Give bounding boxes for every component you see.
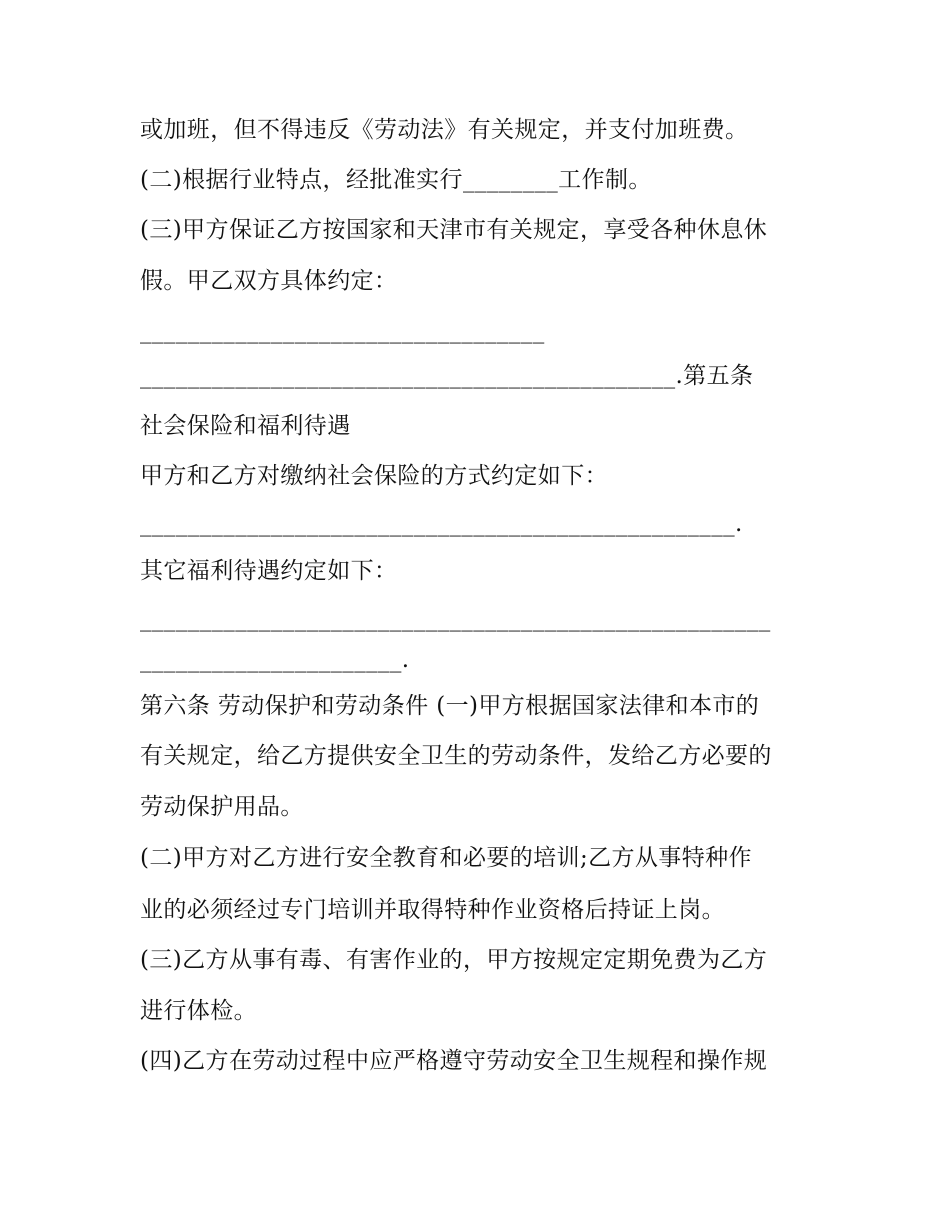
text-line-safety-conditions: 有关规定，给乙方提供安全卫生的劳动条件，发给乙方必要的	[140, 743, 772, 769]
text-line-safety-training: (二)甲方对乙方进行安全教育和必要的培训;乙方从事特种作	[140, 845, 752, 871]
text-line-insurance-method: 甲方和乙方对缴纳社会保险的方式约定如下：	[140, 463, 608, 489]
blank-line-welfare-1: _____________________________________________________	[140, 606, 771, 632]
text-line-social-insurance-title: 社会保险和福利待遇	[140, 413, 351, 439]
text-line-hazardous-work: (三)乙方从事有毒、有害作业的，甲方按规定定期免费为乙方	[140, 947, 768, 973]
text-line-rest-leave: (三)甲方保证乙方按国家和天津市有关规定，享受各种休息休	[140, 217, 768, 243]
text-line-health-check: 进行体检。	[140, 998, 257, 1024]
text-line-work-system: (二)根据行业特点，经批准实行________工作制。	[140, 167, 652, 193]
text-line-safety-rules: (四)乙方在劳动过程中应严格遵守劳动安全卫生规程和操作规	[140, 1048, 768, 1074]
text-line-special-work-certification: 业的必须经过专门培训并取得特种作业资格后持证上岗。	[140, 897, 725, 923]
blank-line-insurance: __________________________________________________.	[140, 511, 743, 537]
text-line-other-welfare: 其它福利待遇约定如下：	[140, 558, 398, 584]
text-line-article-5-heading: _____________________________________________.第五条	[140, 363, 754, 389]
blank-line-welfare-2: ______________________.	[140, 647, 410, 673]
blank-line-rest-1: __________________________________	[140, 318, 545, 344]
text-line-rest-agreement: 假。甲乙双方具体约定：	[140, 268, 398, 294]
text-line-article-6-heading: 第六条 劳动保护和劳动条件 (一)甲方根据国家法律和本市的	[140, 693, 760, 719]
text-line-protective-equipment: 劳动保护用品。	[140, 794, 304, 820]
text-line-overtime: 或加班，但不得违反《劳动法》有关规定，并支付加班费。	[140, 117, 749, 143]
